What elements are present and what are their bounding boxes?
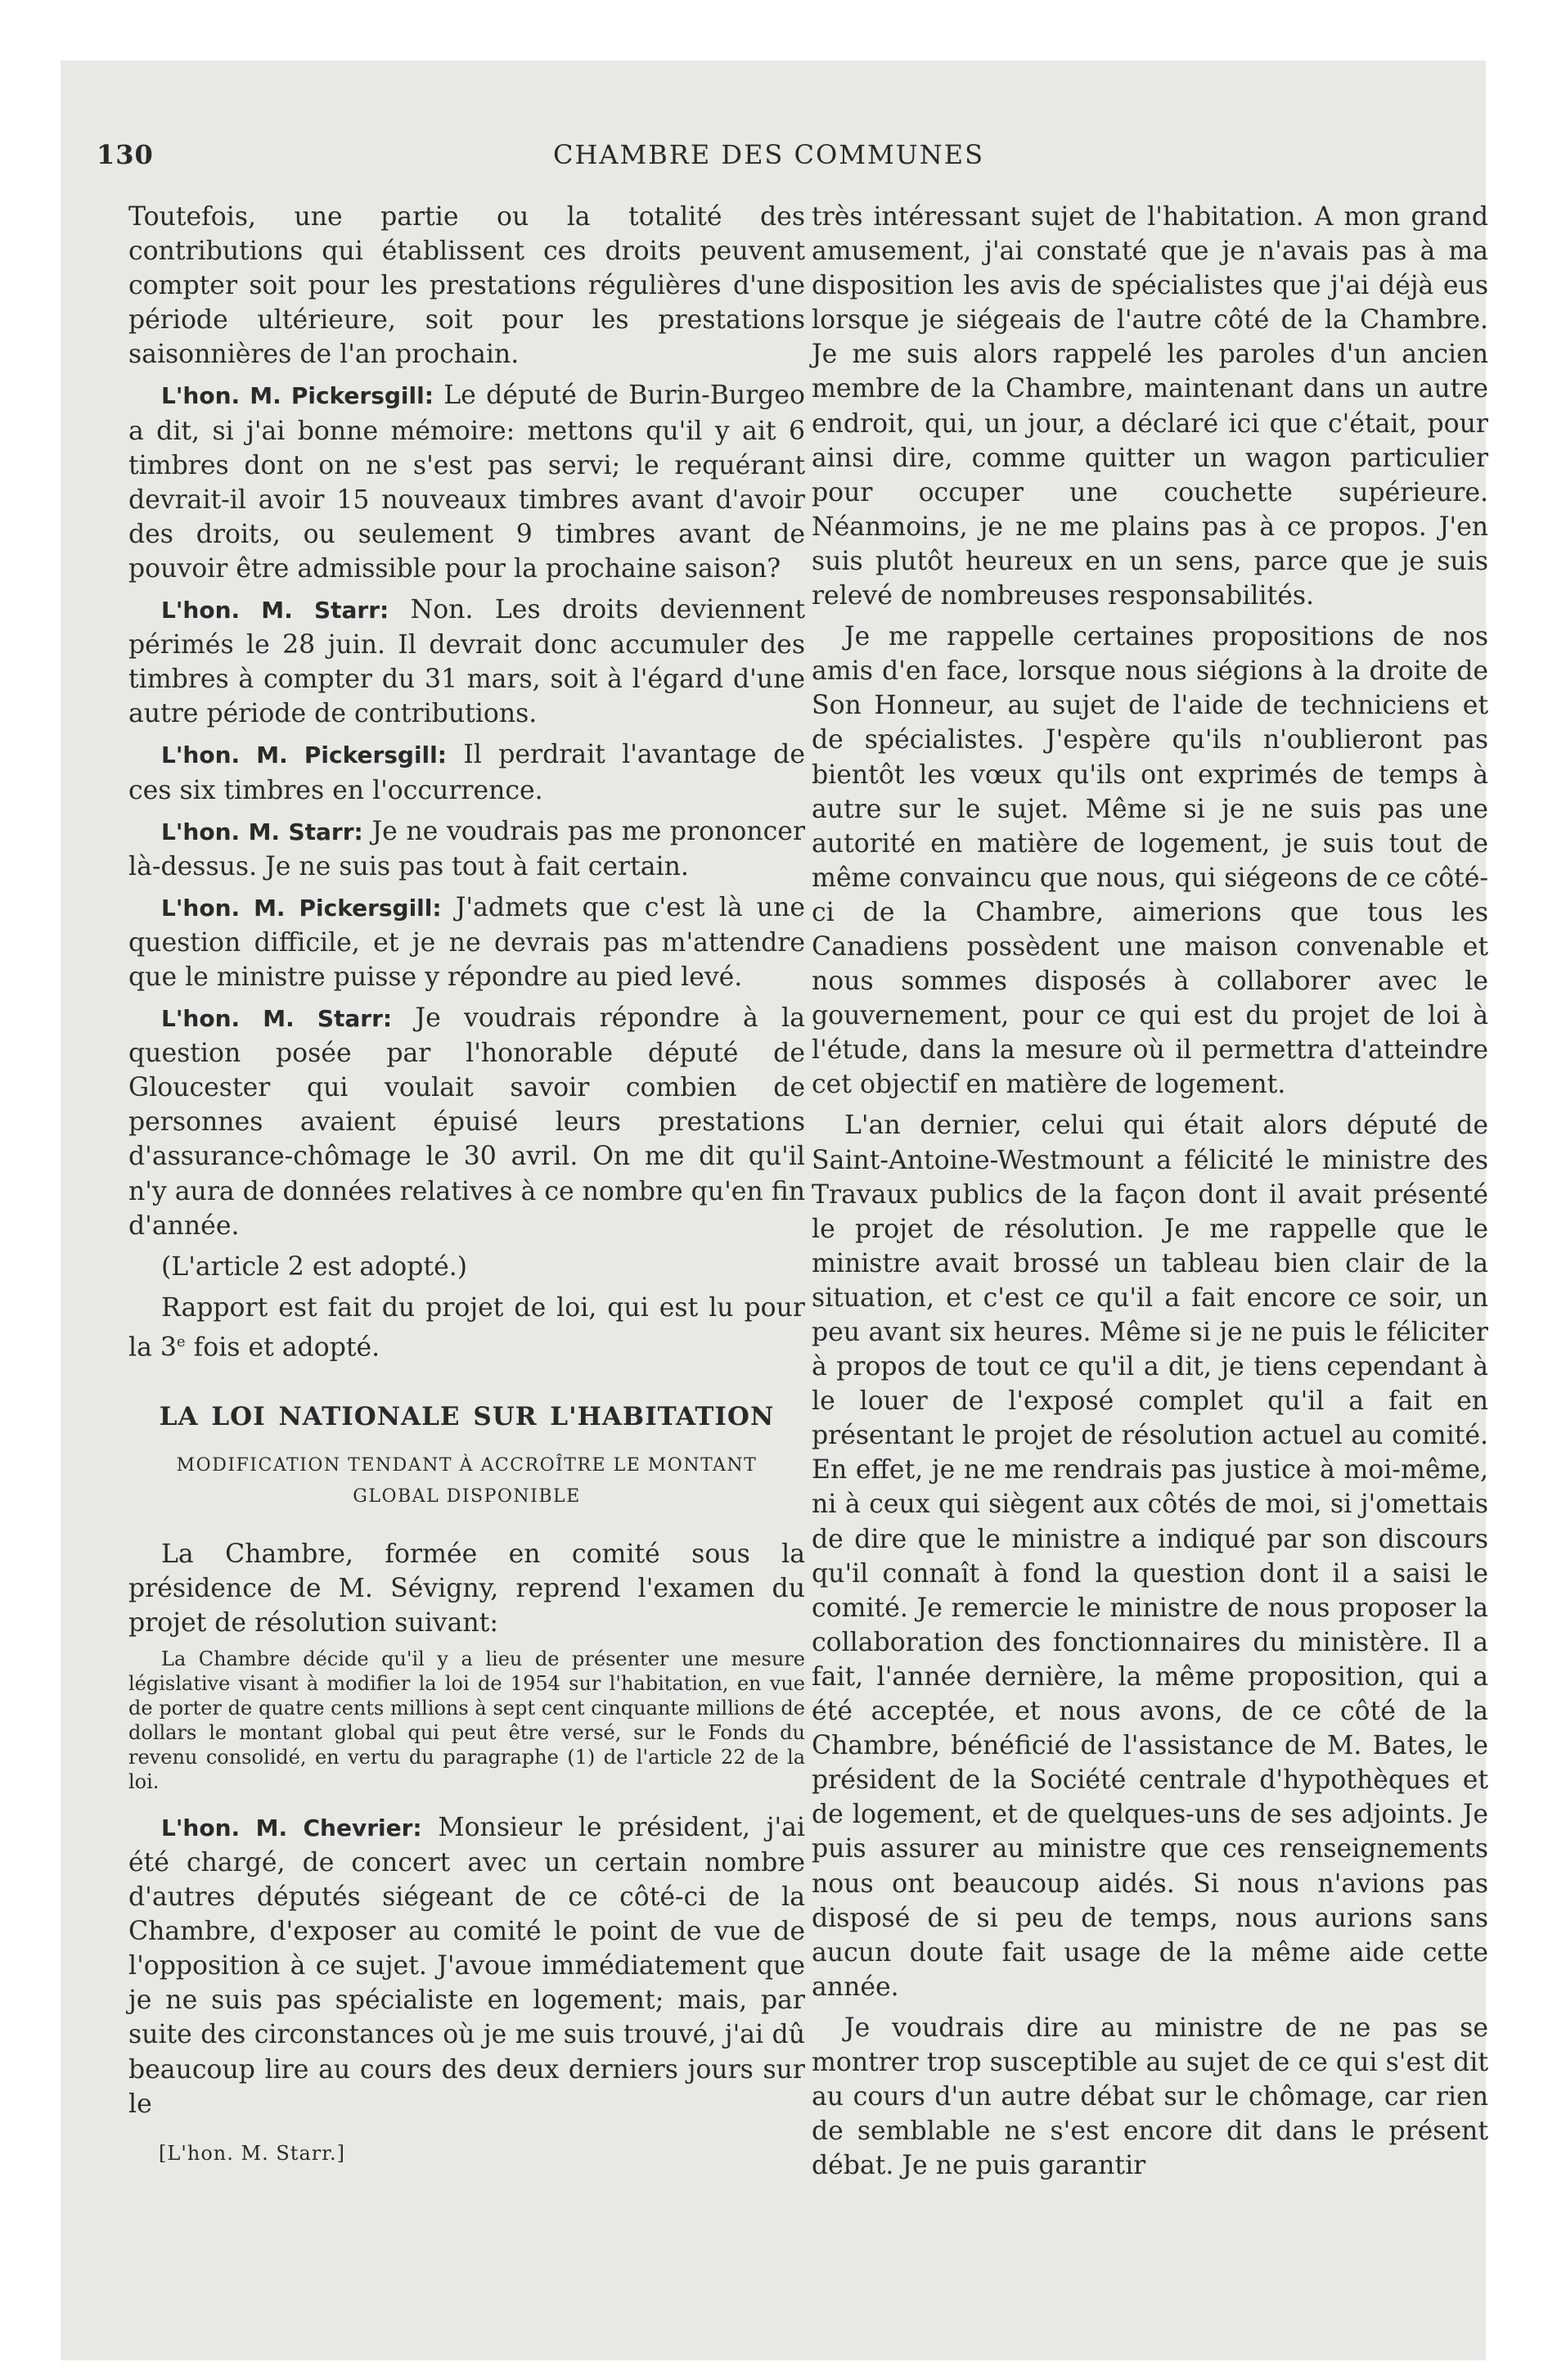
speech: L'hon. M. Starr: Non. Les droits deviennent périmés le 28 juin. Il devrait donc accumuler des timbres à compter du 31 mars, soit à l'égard d'une autre période de contributions.	[128, 595, 805, 729]
speaker-name: L'hon. M. Starr:	[161, 597, 389, 624]
speaker-name: L'hon. M. Starr:	[161, 818, 363, 845]
running-title: CHAMBRE DES COMMUNES	[553, 139, 985, 170]
footer-reference: [L'hon. M. Starr.]	[159, 2141, 346, 2165]
left-column	[128, 200, 805, 2170]
speech: L'hon. M. Chevrier: Monsieur le président, j'ai été chargé, de concert avec un certain nombre d'autres députés siégeant de ce côté-ci de la Chambre, d'exposer au comité le point de vue de l'opposition à ce sujet. J'avoue immédiatement que je ne suis pas spécialiste en logement; mais, par suite des circonstances où je me suis trouvé, j'ai dû beaucoup lire au cours des deux derniers jours sur le	[128, 1812, 806, 2119]
paragraph: L'an dernier, celui qui était alors député de Saint-Antoine-Westmount a félicité le ministre des Travaux publics de la façon dont il avait présenté le projet de résolution. Je me rappelle que le ministre avait brossé un tableau bien clair de la situation, et c'est ce qu'il a fait encore ce soir, un peu avant six heures. Même si je ne puis le féliciter à propos de tout ce qu'il a dit, je tiens cependant à le louer de l'exposé complet qu'il a fait en présentant le projet de résolution actuel au comité. En effet, je ne me rendrais pas justice à moi-même, ni à ceux qui siègent aux côtés de moi, si j'omettais de dire que le ministre a indiqué par son discours qu'il connaît à fond la question dont il a saisi le comité. Je remercie le ministre de nous proposer la collaboration des fonctionnaires du ministère. Il a fait, l'année dernière, la même proposition, qui a été acceptée, et nous avons, de ce côté de la Chambre, bénéficié de l'assistance de M. Bates, le président de la Société centrale d'hypothèques et de logement, et de quelques-uns de ses adjoints. Je puis assurer au ministre que ces renseignements nous ont beaucoup aidés. Si nous n'avions pas disposé de si peu de temps, nous aurions sans aucun doute fait usage de la même aide cette année.	[812, 1111, 1488, 2002]
speaker-name: L'hon. M. Pickersgill:	[161, 382, 434, 410]
speaker-name: L'hon. M. Pickersgill:	[161, 741, 447, 769]
paragraph: Toutefois, une partie ou la totalité des contributions qui établissent ces droits peuvent compter soit pour les prestations régulières d'une période ultérieure, soit pour les prestations saisonnières de l'an prochain.	[128, 202, 805, 370]
resolution-text: La Chambre décide qu'il y a lieu de présenter une mesure législative visant à modifier la loi de 1954 sur l'habitation, en vue de porter de quatre cents millions à sept cent cinquante millions de dollars le montant global qui peut être versé, sur le Fonds du revenu consolidé, en vertu du paragraphe (1) de l'article 22 de la loi.	[128, 1647, 805, 1793]
speech: L'hon. M. Pickersgill: J'admets que c'est là une question difficile, et je ne devrais pas m'attendre que le ministre puisse y répondre au pied levé.	[128, 892, 805, 992]
section-subtitle: MODIFICATION TENDANT À ACCROÎTRE LE MONTANT GLOBAL DISPONIBLE	[176, 1454, 758, 1507]
speech: L'hon. M. Pickersgill: Il perdrait l'avantage de ces six timbres en l'occurrence.	[128, 740, 805, 805]
speaker-name: L'hon. M. Starr:	[161, 1005, 393, 1033]
page-number: 130	[97, 139, 154, 170]
speech: L'hon. M. Starr: Je voudrais répondre à la question posée par l'honorable député de Gloucester qui voulait savoir combien de personnes avaient épuisé leurs prestations d'assurance-chômage le 30 avril. On me dit qu'il n'y aura de données relatives à ce nombre qu'en fin d'année.	[128, 1003, 805, 1241]
paragraph: très intéressant sujet de l'habitation. A mon grand amusement, j'ai constaté que je n'avais pas à ma disposition les avis de spécialistes que j'ai déjà eus lorsque je siégeais de l'autre côté de la Chambre. Je me suis alors rappelé les paroles d'un ancien membre de la Chambre, maintenant dans un autre endroit, qui, un jour, a déclaré ici que c'était, pour ainsi dire, comme quitter un wagon particulier pour occuper une couchette supérieure. Néanmoins, je ne me plains pas à ce propos. J'en suis plutôt heureux en un sens, parce que je suis relevé de nombreuses responsabilités.	[812, 202, 1488, 611]
speech: L'hon. M. Pickersgill: Le député de Burin-Burgeo a dit, si j'ai bonne mémoire: mettons qu'il y ait 6 timbres dont on ne s'est pas servi; le requérant devrait-il avoir 15 nouveaux timbres avant d'avoir des droits, ou seulement 9 timbres avant de pouvoir être admissible pour la prochaine saison?	[128, 381, 805, 584]
paragraph: Rapport est fait du projet de loi, qui est lu pour la 3e fois et adopté.	[128, 1292, 805, 1363]
paragraph: Je me rappelle certaines propositions de nos amis d'en face, lorsque nous siégions à la droite de Son Honneur, au sujet de l'aide de techniciens et de spécialistes. J'espère qu'ils n'oublieront pas bientôt les vœux qu'ils ont exprimés de temps à autre sur le sujet. Même si je ne suis pas une autorité en matière de logement, je suis tout de même convaincu que nous, qui siégeons de ce côté-ci de la Chambre, aimerions que tous les Canadiens possèdent une maison convenable et nous sommes disposés à collaborer avec le gouvernement, pour ce qui est du projet de loi à l'étude, dans la mesure où il permettra d'atteindre cet objectif en matière de logement.	[812, 622, 1488, 1100]
paragraph: Je voudrais dire au ministre de ne pas se montrer trop susceptible au sujet de ce qui s'est dit au cours d'un autre débat sur le chômage, car rien de semblable ne s'est encore dit dans le présent débat. Je ne puis garantir	[812, 2013, 1488, 2181]
speaker-name: L'hon. M. Chevrier:	[161, 1814, 422, 1841]
procedural-note: (L'article 2 est adopté.)	[161, 1251, 468, 1282]
right-column	[812, 200, 1488, 2189]
speech: L'hon. M. Starr: Je ne voudrais pas me prononcer là-dessus. Je ne suis pas tout à fait certain.	[128, 816, 805, 881]
section-title: LA LOI NATIONALE SUR L'HABITATION	[159, 1401, 775, 1431]
speaker-name: L'hon. M. Pickersgill:	[161, 894, 442, 922]
paragraph: La Chambre, formée en comité sous la présidence de M. Sévigny, reprend l'examen du projet de résolution suivant:	[128, 1539, 805, 1638]
footer	[128, 2136, 805, 2170]
